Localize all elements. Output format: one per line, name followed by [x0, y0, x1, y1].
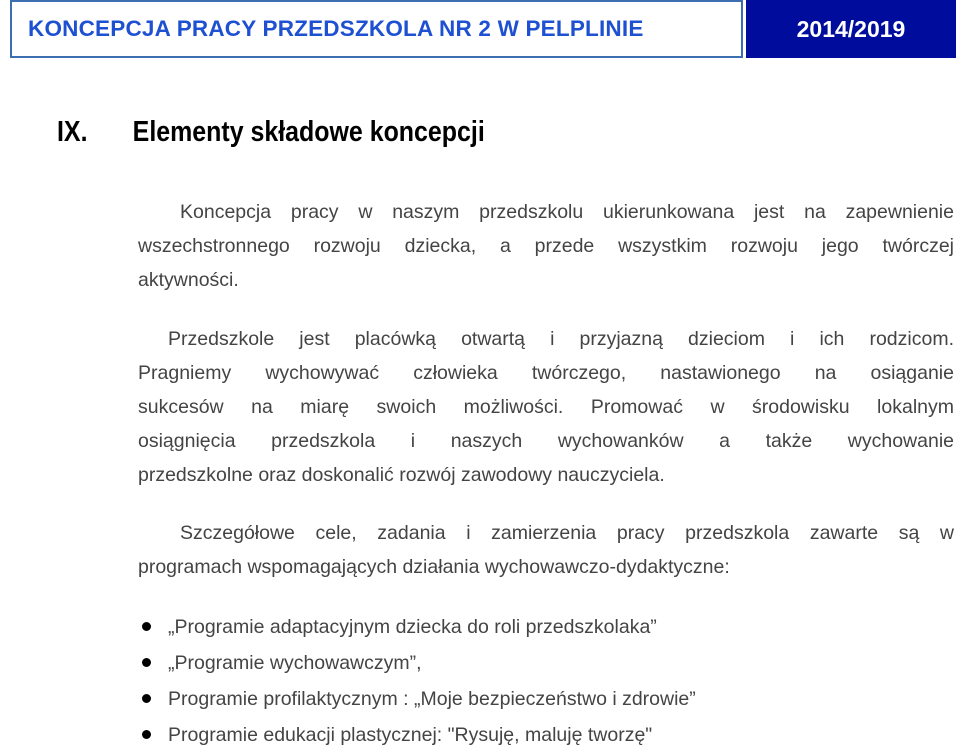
bullet-icon [142, 730, 151, 739]
list-item [138, 681, 954, 717]
list-item [138, 717, 954, 753]
list-item [138, 645, 954, 681]
paragraph-programs-intro [138, 516, 954, 584]
section-heading [57, 108, 485, 156]
paragraph-line: wszechstronnego rozwoju dziecka, a przede wszystkim rozwoju jego twórczej [138, 235, 954, 257]
bullet-icon [142, 658, 151, 667]
document-header [0, 0, 960, 60]
section-number: IX. [57, 116, 88, 148]
paragraph-line: Przedszkole jest placówką otwartą i przyjazną dzieciom i ich rodzicom. [168, 328, 954, 350]
list-item-label: Programie profilaktycznym : „Moje bezpieczeństwo i zdrowie” [168, 688, 696, 710]
section-title: Elementy składowe koncepcji [132, 116, 485, 148]
paragraph-line: programach wspomagających działania wychowawczo-dydaktyczne: [138, 556, 730, 578]
header-years: 2014/2019 [746, 0, 956, 58]
paragraph-concept [138, 195, 954, 297]
paragraph-line: przedszkolne oraz doskonalić rozwój zawodowy nauczyciela. [138, 464, 665, 486]
list-item [138, 609, 954, 645]
list-item-label: „Programie adaptacyjnym dziecka do roli przedszkolaka” [168, 616, 657, 638]
paragraph-line: Pragniemy wychowywać człowieka twórczego, nastawionego na osiąganie [138, 362, 954, 384]
paragraph-line: aktywności. [138, 269, 239, 291]
paragraph-kindergarten [138, 322, 954, 492]
programs-list [138, 609, 954, 753]
list-item-label: Programie edukacji plastycznej: "Rysuję, maluję tworzę" [168, 724, 653, 746]
paragraph-line: sukcesów na miarę swoich możliwości. Promować w środowisku lokalnym [138, 396, 954, 418]
header-title: KONCEPCJA PRACY PRZEDSZKOLA NR 2 W PELPLINIE [10, 0, 743, 58]
paragraph-line: Koncepcja pracy w naszym przedszkolu ukierunkowana jest na zapewnienie [180, 201, 954, 223]
paragraph-line: osiągnięcia przedszkola i naszych wychowanków a także wychowanie [138, 430, 954, 452]
bullet-icon [142, 694, 151, 703]
paragraph-line: Szczegółowe cele, zadania i zamierzenia pracy przedszkola zawarte są w [180, 522, 954, 544]
bullet-icon [142, 622, 151, 631]
list-item-label: „Programie wychowawczym”, [168, 652, 422, 674]
